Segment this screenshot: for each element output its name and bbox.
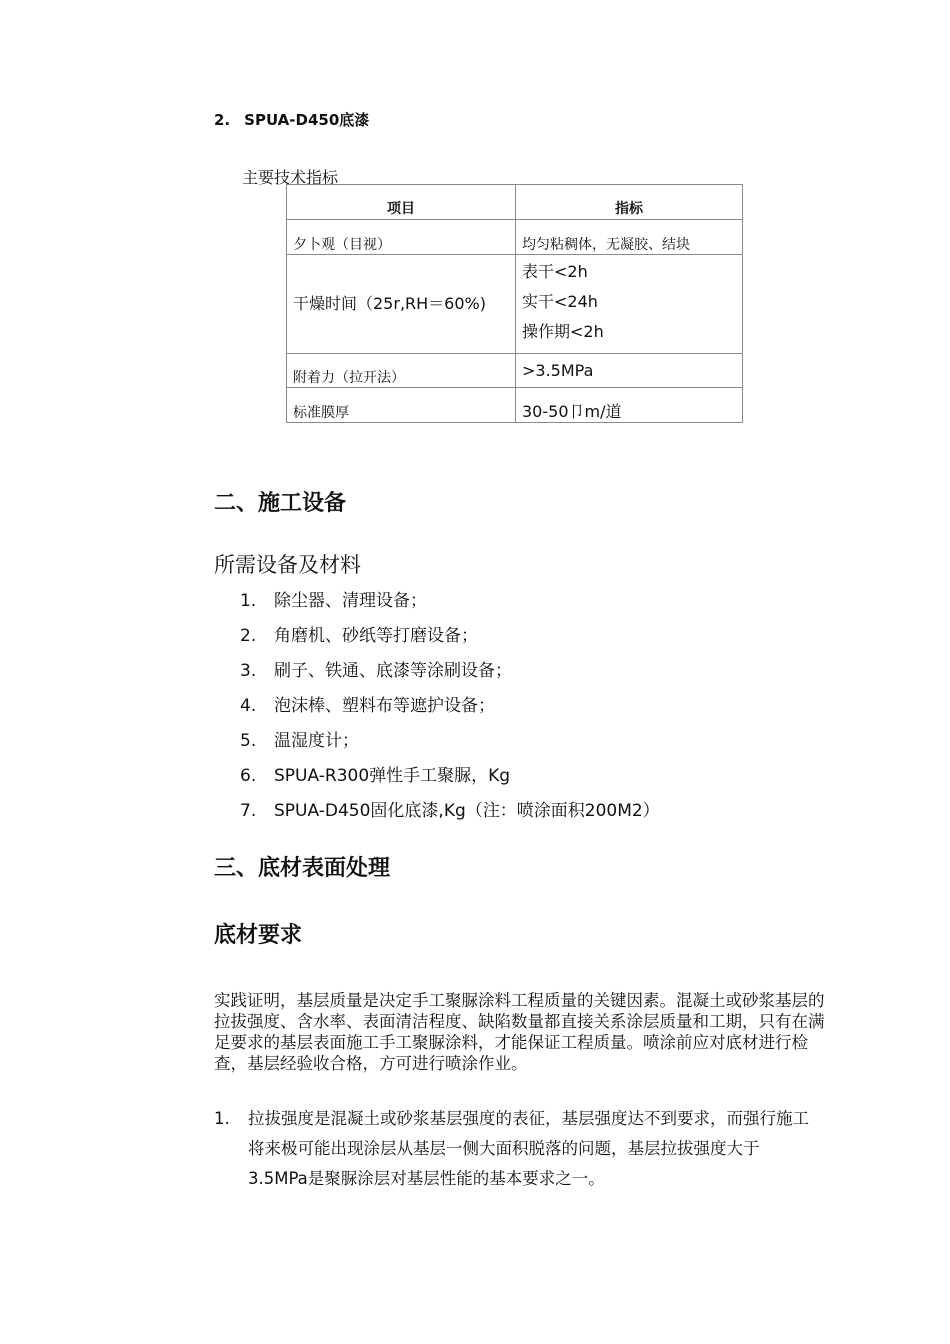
table-header-row xyxy=(287,185,743,220)
row-appearance-item: 夕卜观（目视） xyxy=(287,220,516,255)
header-spec: 指标 xyxy=(516,185,743,220)
hard-dry-value: 实干<24h xyxy=(522,292,598,311)
row-thickness-value: 30-50卩m/道 xyxy=(516,388,743,423)
row-drytime-values xyxy=(516,255,743,354)
table-caption: 主要技术指标 xyxy=(242,168,339,187)
pot-life-value: 操作期<2h xyxy=(522,322,604,341)
equipment-list xyxy=(240,586,660,831)
row-thickness-item: 标准膜厚 xyxy=(287,388,516,423)
list-item: 7. SPUA-D450固化底漆,Kg（注：喷涂面积200M2） xyxy=(240,801,660,821)
point-number: 1. xyxy=(214,1109,230,1128)
row-adhesion-item: 附着力（拉开法） xyxy=(287,354,516,388)
equipment-subheading: 所需设备及材料 xyxy=(214,553,361,577)
chapter-heading-equipment: 二、施工设备 xyxy=(214,491,347,516)
table-row xyxy=(287,388,743,423)
substrate-subheading: 底材要求 xyxy=(214,923,303,948)
section-heading xyxy=(214,109,369,130)
list-item: 3. 刷子、铁通、底漆等涂刷设备； xyxy=(240,661,512,681)
surface-dry-value: 表干<2h xyxy=(522,262,588,281)
substrate-intro-paragraph: 实践证明，基层质量是决定手工聚脲涂料工程质量的关键因素。混凝土或砂浆基层的拉拔强度、含水率、表面清洁程度、缺陷数量都直接关系涂层质量和工期，只有在满足要求的基层表面施工手工聚脲涂料，才能保证工程质量。喷涂前应对底材进行检查，基层经验收合格，方可进行喷涂作业。 xyxy=(214,991,825,1073)
header-item: 项目 xyxy=(287,185,516,220)
chapter-heading-substrate: 三、底材表面处理 xyxy=(214,856,391,881)
list-item: 4. 泡沫棒、塑料布等遮护设备； xyxy=(240,696,495,716)
row-adhesion-value: >3.5MPa xyxy=(516,354,743,388)
point-text: 拉拔强度是混凝土或砂浆基层强度的表征，基层强度达不到要求，而强行施工将来极可能出现涂层从基层一侧大面积脱落的问题，基层拉拔强度大于3.5MPa是聚脲涂层对基层性能的基本要求之一。 xyxy=(248,1109,809,1188)
substrate-point-1 xyxy=(214,1104,814,1194)
table-row xyxy=(287,255,743,354)
list-item: 1. 除尘器、清理设备； xyxy=(240,591,427,611)
list-item: 5. 温湿度计； xyxy=(240,731,359,751)
list-item: 2. 角磨机、砂纸等打磨设备； xyxy=(240,626,478,646)
spec-table xyxy=(286,184,743,423)
table-row xyxy=(287,220,743,255)
section-number: 2. xyxy=(214,111,231,129)
section-title: SPUA-D450底漆 xyxy=(244,111,370,129)
row-drytime-item: 干燥时间（25r,RH＝60%) xyxy=(287,255,516,354)
row-appearance-value: 均匀粘稠体，无凝胶、结块 xyxy=(516,220,743,255)
table-row xyxy=(287,354,743,388)
list-item: 6. SPUA-R300弹性手工聚脲，Kg xyxy=(240,766,511,786)
